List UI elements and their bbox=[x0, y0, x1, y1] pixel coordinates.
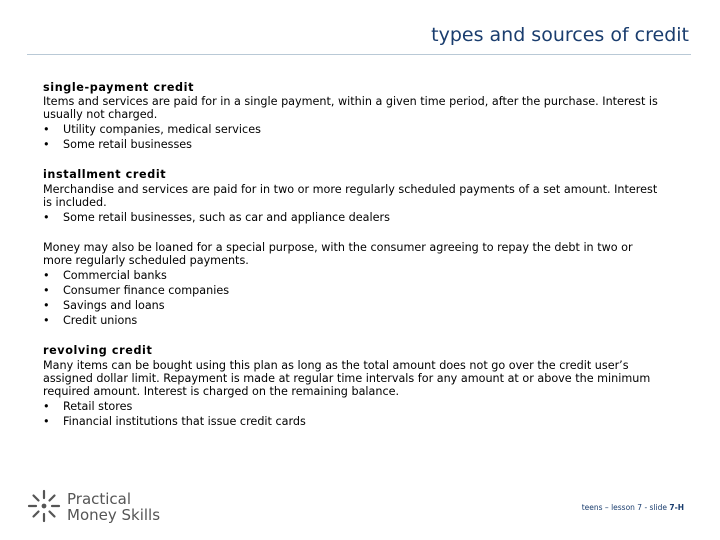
bullet-list bbox=[43, 269, 663, 327]
section-heading: single-payment credit bbox=[43, 81, 195, 94]
bullet-item: • Commercial banks bbox=[43, 269, 663, 282]
section-description: Money may also be loaned for a special purpose, with the consumer agreeing to repay the debt in two or more regularly scheduled payments. bbox=[43, 240, 633, 267]
section-single-payment bbox=[43, 81, 663, 151]
logo-line-2: Money Skills bbox=[67, 506, 161, 524]
slide-number: 7-H bbox=[669, 503, 684, 512]
bullet-item: • Retail stores bbox=[43, 400, 663, 413]
section-heading: revolving credit bbox=[43, 344, 153, 358]
bullet-item: • Financial institutions that issue credit cards bbox=[43, 415, 663, 428]
bullet-list bbox=[43, 400, 663, 428]
section-loans bbox=[43, 241, 663, 328]
logo-line-1: Practical bbox=[67, 490, 132, 508]
section-description: Items and services are paid for in a single payment, within a given time period, after the purchase. Interest is usually not charged. bbox=[43, 95, 658, 122]
slide-title: types and sources of credit bbox=[431, 24, 689, 46]
footer-text: teens – lesson 7 - slide bbox=[581, 503, 670, 512]
section-heading: installment credit bbox=[43, 168, 167, 182]
bullet-item: • Credit unions bbox=[43, 314, 663, 327]
bullet-list bbox=[43, 211, 663, 224]
bullet-item: • Utility companies, medical services bbox=[43, 123, 663, 136]
bullet-item: • Some retail businesses, such as car and appliance dealers bbox=[43, 211, 663, 224]
starburst-icon bbox=[27, 489, 61, 523]
slide-footer bbox=[582, 503, 684, 512]
bullet-item: • Some retail businesses bbox=[43, 138, 663, 151]
bullet-list bbox=[43, 123, 663, 151]
bullet-item: • Consumer finance companies bbox=[43, 284, 663, 297]
title-divider bbox=[27, 54, 691, 55]
section-description: Merchandise and services are paid for in two or more regularly scheduled payments of a set amount. Interest is included. bbox=[43, 182, 658, 209]
section-installment bbox=[43, 168, 663, 223]
bullet-item: • Savings and loans bbox=[43, 299, 663, 312]
section-revolving bbox=[43, 344, 663, 428]
slide-content bbox=[43, 81, 663, 445]
logo-wordmark bbox=[67, 491, 160, 523]
section-description: Many items can be bought using this plan as long as the total amount does not go over the credit user’s assigned dollar limit. Repayment is made at regular time intervals for any amount at or above the minimum required amount. Interest is charged on the remaining balance. bbox=[43, 358, 651, 398]
